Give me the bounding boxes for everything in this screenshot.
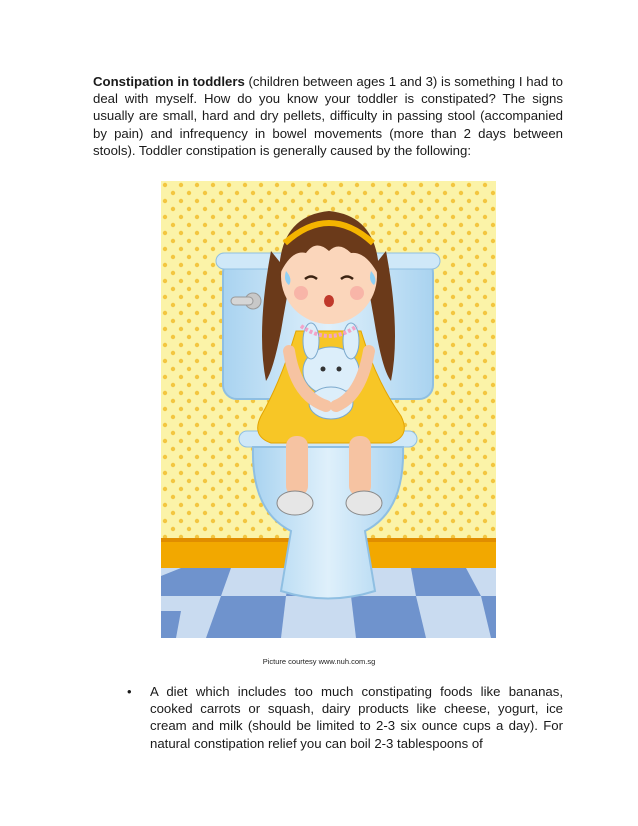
cause-list — [127, 683, 563, 752]
toddler-on-toilet-illustration — [161, 181, 496, 638]
intro-paragraph — [93, 73, 563, 159]
list-item — [127, 683, 563, 752]
right-shoe — [346, 491, 382, 515]
list-item-text: A diet which includes too much constipating foods like bananas, cooked carrots or squash, dairy products like cheese, yogurt, ice cream and milk (should be limited to 2-3 six ounce cups a day). For natural constipation relief you can boil 2-3 tablespoons of — [150, 684, 563, 751]
intro-text: (children between ages 1 and 3) is something I had to deal with myself. How do you know your toddler is constipated? The signs usually are small, hard and dry pellets, difficulty in passing stool (accompanied by pain) and infrequency in bowel movements (more than 2 days between stools). Toddler constipation is generally caused by the following: — [93, 74, 563, 158]
intro-bold-lead: Constipation in toddlers — [93, 74, 245, 89]
image-caption: Picture courtesy www.nuh.com.sg — [262, 657, 376, 666]
bullet-icon: • — [127, 684, 132, 699]
left-shoe — [277, 491, 313, 515]
